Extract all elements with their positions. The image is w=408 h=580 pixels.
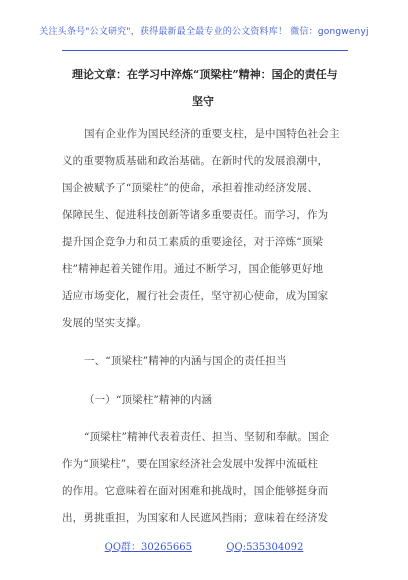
paragraph-line: 作为“顶梁柱”，要在国家经济社会发展中发挥中流砥柱 xyxy=(62,458,318,470)
paragraph-line: 柱”精神起着关键作用。通过不断学习，国企能够更好地 xyxy=(62,263,324,275)
paragraph-line: 国企被赋予了“顶梁柱”的使命，承担着推动经济发展、 xyxy=(62,182,318,194)
paragraph-line: “顶梁柱”精神代表着责任、担当、坚韧和奉献。国企 xyxy=(84,431,330,443)
header-rule xyxy=(62,50,348,51)
footer-qq-group[interactable]: QQ群：30265665 xyxy=(104,542,192,553)
paragraph-line: 保障民生、促进科技创新等诸多重要责任。而学习，作为 xyxy=(62,209,329,221)
paragraph-line: 国有企业作为国民经济的重要支柱，是中国特色社会主 xyxy=(84,128,340,140)
paragraph-line: 义的重要物质基础和政治基础。在新时代的发展浪潮中， xyxy=(62,155,329,167)
footer-contact xyxy=(0,538,408,553)
paragraph-line: 出，勇挑重担，为国家和人民遮风挡雨；意味着在经济发 xyxy=(62,512,329,524)
paragraph-line: 适应市场变化，履行社会责任，坚守初心使命，成为国家 xyxy=(62,290,329,302)
paragraph-line: 提升国企竞争力和员工素质的重要途径，对于淬炼“顶梁 xyxy=(62,236,324,248)
document-title-line2: 坚守 xyxy=(192,95,214,108)
section-heading: 一、“顶梁柱”精神的内涵与国企的责任担当 xyxy=(84,355,287,367)
header-banner: 关注头条号"公文研究"，获得最新最全最专业的公文资料库！ 微信：gongwenyj xyxy=(39,27,369,37)
paragraph-line: 发展的坚实支撑。 xyxy=(62,317,148,329)
footer-qq[interactable]: QQ:535304092 xyxy=(226,542,304,553)
document-title-line1: 理论文章：在学习中淬炼“顶梁柱”精神：国企的责任与 xyxy=(72,68,338,81)
subsection-heading: （一）“顶梁柱”精神的内涵 xyxy=(84,394,213,406)
paragraph-line: 的作用。它意味着在面对困难和挑战时，国企能够挺身而 xyxy=(62,485,329,497)
